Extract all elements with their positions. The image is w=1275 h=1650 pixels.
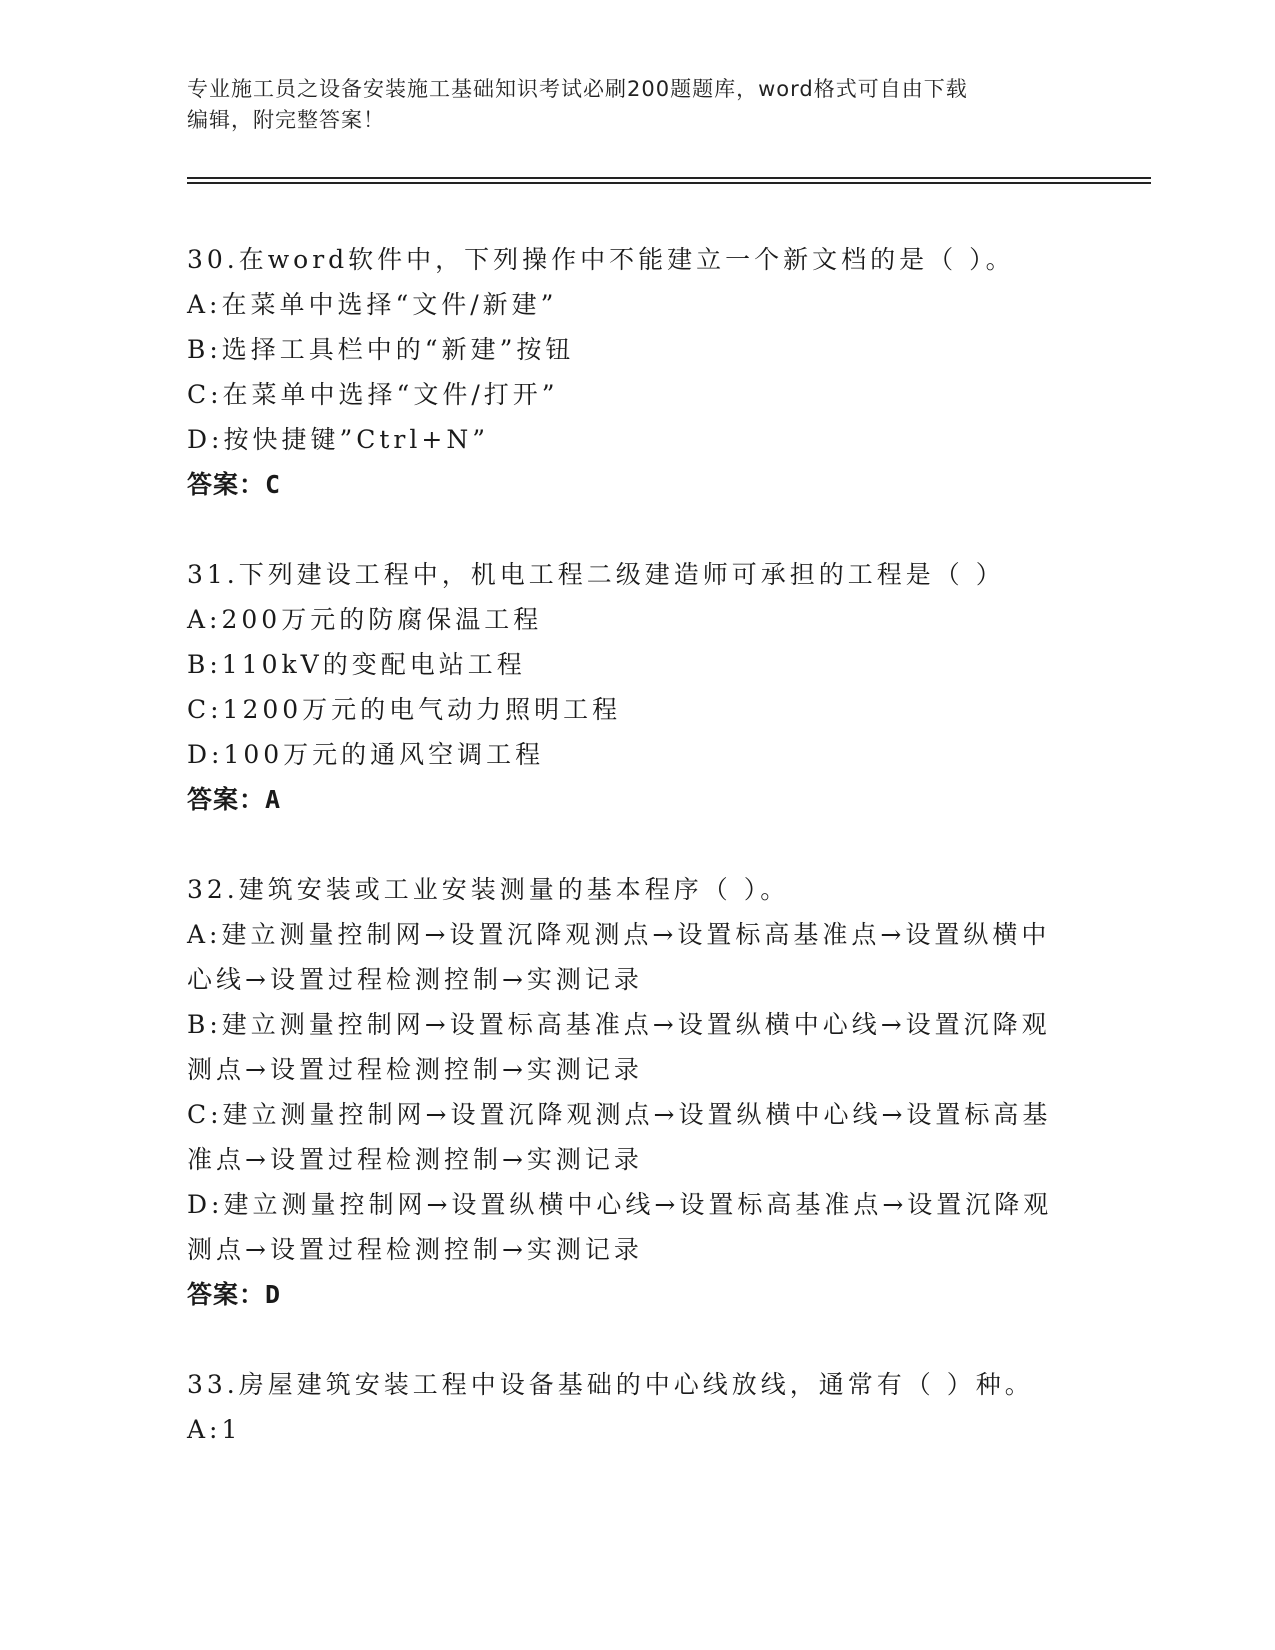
- option-a: A:在菜单中选择“文件/新建”: [187, 290, 558, 319]
- option-d: D:按快捷键”Ctrl+N”: [187, 425, 489, 454]
- option-b: B:选择工具栏中的“新建”按钮: [187, 335, 575, 364]
- answer-label: 答案：D: [187, 1280, 282, 1309]
- option-a-line-2: 心线→设置过程检测控制→实测记录: [187, 965, 643, 994]
- option-a: A:1: [187, 1415, 242, 1444]
- option-b-line-1: B:建立测量控制网→设置标高基准点→设置纵横中心线→设置沉降观: [187, 1010, 1051, 1039]
- option-b: B:110kV的变配电站工程: [187, 650, 526, 679]
- option-d: D:100万元的通风空调工程: [187, 740, 545, 769]
- question-list: [187, 237, 1087, 1497]
- option-c: C:在菜单中选择“文件/打开”: [187, 380, 559, 409]
- option-c: C:1200万元的电气动力照明工程: [187, 695, 622, 724]
- question-32: [187, 867, 1087, 1317]
- question-stem: 30.在word软件中，下列操作中不能建立一个新文档的是（ ）。: [187, 245, 1015, 274]
- header-divider-top: [187, 177, 1151, 179]
- answer-label: 答案：A: [187, 785, 282, 814]
- option-b-line-2: 测点→设置过程检测控制→实测记录: [187, 1055, 643, 1084]
- question-30: [187, 237, 1087, 507]
- question-31: [187, 552, 1087, 822]
- question-stem: 31.下列建设工程中，机电工程二级建造师可承担的工程是（ ）: [187, 560, 1005, 589]
- option-d-line-2: 测点→设置过程检测控制→实测记录: [187, 1235, 643, 1264]
- option-c-line-1: C:建立测量控制网→设置沉降观测点→设置纵横中心线→设置标高基: [187, 1100, 1052, 1129]
- question-stem: 33.房屋建筑安装工程中设备基础的中心线放线，通常有（ ）种。: [187, 1370, 1034, 1399]
- question-33: [187, 1362, 1087, 1452]
- document-header: [187, 74, 1087, 136]
- header-title-line-1: 专业施工员之设备安装施工基础知识考试必刷200题题库，word格式可自由下载: [187, 77, 968, 101]
- header-divider-bottom: [187, 182, 1151, 184]
- option-a-line-1: A:建立测量控制网→设置沉降观测点→设置标高基准点→设置纵横中: [187, 920, 1051, 949]
- answer-label: 答案：C: [187, 470, 282, 499]
- option-d-line-1: D:建立测量控制网→设置纵横中心线→设置标高基准点→设置沉降观: [187, 1190, 1053, 1219]
- option-a: A:200万元的防腐保温工程: [187, 605, 543, 634]
- question-stem: 32.建筑安装或工业安装测量的基本程序（ ）。: [187, 875, 790, 904]
- option-c-line-2: 准点→设置过程检测控制→实测记录: [187, 1145, 643, 1174]
- header-title-line-2: 编辑，附完整答案！: [187, 108, 385, 132]
